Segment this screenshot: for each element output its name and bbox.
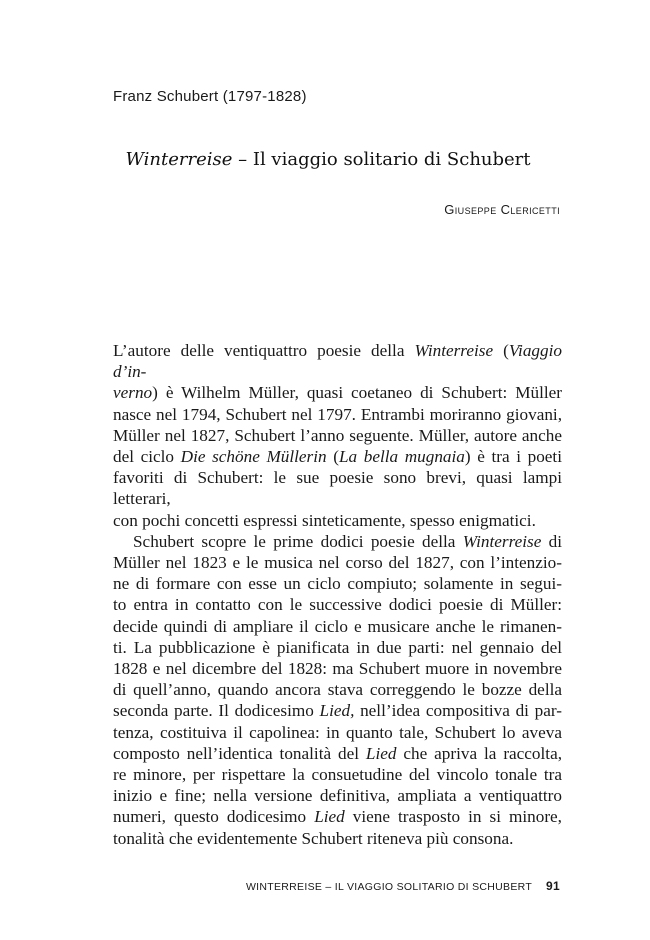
text-line: decide quindi di ampliare il ciclo e musicare anche le rimanen-: [113, 616, 562, 636]
chapter-title-italic: Winterreise: [125, 149, 233, 170]
italic-text: La bella mugnaia: [338, 447, 465, 467]
text-line: 1828 e nel dicembre del 1828: ma Schubert muore in novembre: [113, 659, 562, 679]
page-footer: [246, 879, 560, 893]
author-name: Giuseppe Clericetti: [444, 202, 560, 217]
text-line: tonalità che evidentemente Schubert riteneva più consona.: [113, 828, 514, 848]
paragraph-1: [113, 340, 562, 531]
italic-text: Winterreise: [462, 531, 542, 551]
italic-text: Viaggio d’in-: [113, 341, 562, 382]
text-line: verno) è Wilhelm Müller, quasi coetaneo di Schubert: Müller: [113, 383, 562, 403]
text-line: composto nell’identica tonalità del Lied che apriva la raccolta,: [113, 743, 562, 763]
paragraph-2: [113, 531, 562, 849]
text-line: ti. La pubblicazione è pianificata in due parti: nel gennaio del: [113, 637, 562, 657]
text-line: con pochi concetti espressi sinteticamente, spesso enigmatici.: [113, 510, 536, 530]
text-line: favoriti di Schubert: le sue poesie sono brevi, quasi lampi letterari,: [113, 468, 562, 509]
italic-text: Die schöne Müllerin: [180, 447, 327, 467]
text-line: Schubert scopre le prime dodici poesie della Winterreise di: [133, 531, 562, 551]
italic-text: Lied: [365, 743, 397, 763]
running-head: Franz Schubert (1797-1828): [113, 88, 307, 105]
text-line: numeri, questo dodicesimo Lied viene trasposto in si minore,: [113, 807, 562, 827]
text-line: inizio e fine; nella versione definitiva, ampliata a ventiquattro: [113, 786, 562, 806]
body-text: [113, 340, 562, 849]
footer-running-title: WINTERREISE – IL VIAGGIO SOLITARIO DI SCHUBERT: [245, 881, 533, 893]
italic-text: verno: [113, 383, 153, 403]
text-line: tenza, costituiva il capolinea: in quanto tale, Schubert lo aveva: [113, 722, 562, 742]
text-line: ne di formare con esse un ciclo compiuto; solamente in segui-: [113, 574, 562, 594]
text-line: to entra in contatto con le successive dodici poesie di Müller:: [113, 595, 562, 615]
italic-text: Winterreise: [414, 341, 494, 360]
chapter-title: [113, 149, 543, 170]
page-number: 91: [546, 879, 560, 893]
text-line: seconda parte. Il dodicesimo Lied, nell’idea compositiva di par-: [113, 701, 562, 721]
text-line: di quell’anno, quando ancora stava correggendo le bozze della: [113, 680, 562, 700]
text-line: nasce nel 1794, Schubert nel 1797. Entrambi moriranno giovani,: [113, 404, 562, 424]
text-line: re minore, per rispettare la consuetudine del vincolo tonale tra: [113, 765, 562, 785]
text-line: Müller nel 1827, Schubert l’anno seguente. Müller, autore anche: [113, 425, 562, 445]
italic-text: Lied,: [319, 701, 355, 721]
text-line: Müller nel 1823 e le musica nel corso del 1827, con l’intenzio-: [113, 553, 562, 573]
text-line: L’autore delle ventiquattro poesie della Winterreise (Viaggio d’in-: [113, 341, 562, 382]
text-line: del ciclo Die schöne Müllerin (La bella mugnaia) è tra i poeti: [113, 447, 562, 467]
italic-text: Lied: [314, 807, 345, 827]
chapter-title-rest: – Il viaggio solitario di Schubert: [232, 149, 531, 170]
